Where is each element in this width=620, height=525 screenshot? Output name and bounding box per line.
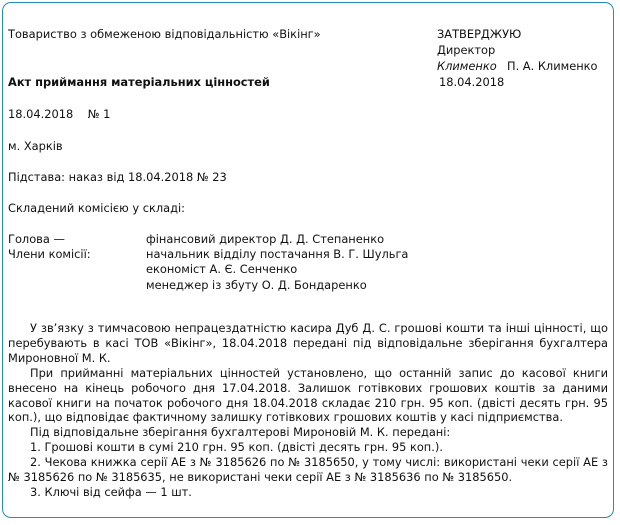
city: м. Харків (8, 139, 63, 153)
chair-name: фінансовий директор Д. Д. Степаненко (146, 232, 385, 246)
basis: Підстава: наказ від 18.04.2018 № 23 (8, 170, 227, 184)
body-paragraph: При прийманні матеріальних цінностей установлено, що останній запис до касової книги внесено на кінець робочого дня 17.04.2018. Залишок готівкових грошових коштів за даними касової книги на початок робочого дня 18.04.2018 складає 210 грн. 95 коп. (двісті десять грн. 95 коп.), що відповідає фактичному залишку готівкових грошових коштів у касі підприємства. (8, 365, 608, 425)
approve-date: 18.04.2018 (439, 75, 505, 89)
member-item: начальник відділу постачання В. Г. Шульга (146, 247, 409, 261)
member-item: економіст А. Є. Сенченко (146, 262, 298, 276)
director-signature: Клименко (437, 59, 497, 73)
approve-position: Директор (437, 43, 496, 57)
approve-label: ЗАТВЕРДЖУЮ (437, 27, 522, 41)
body-paragraph: У зв’язку з тимчасовою непрацездатністю касира Дуб Д. С. грошові кошти та інші цінності, що перебувають в касі ТОВ «Вікінг», 18.04.2018 передані під відповідальне зберігання бухгалтера Мироновної М. К. (8, 321, 608, 365)
document-date-number: 18.04.2018 № 1 (8, 107, 111, 121)
document-title: Акт приймання матеріальних цінностей (8, 75, 270, 89)
list-item: 1. Грошові кошти в сумі 210 грн. 95 коп. (двісті десять грн. 95 коп.). (30, 440, 443, 455)
organization-name: Товариство з обмеженою відповідальністю «Вікінг» (8, 27, 321, 41)
list-item: 2. Чекова книжка серії АЕ з № 3185626 по № 3185650, у тому числі: використані чеки серії АЕ з № 3185626 по № 3185635, не використані чеки серії АЕ з № 3185636 по № 3185650. (8, 455, 608, 485)
commission-intro: Складений комісією у складі: (8, 201, 185, 215)
approve-signature-line (437, 59, 598, 73)
act-body (8, 321, 608, 500)
chair-label: Голова — (8, 232, 65, 246)
members-label: Члени комісії: (8, 247, 91, 261)
body-paragraph: Під відповідальне зберігання бухгалтерові Мироновій М. К. передані: (30, 425, 451, 440)
member-item: менеджер із збуту О. Д. Бондаренко (146, 278, 367, 292)
director-name: П. А. Клименко (507, 59, 598, 73)
list-item: 3. Ключі від сейфа — 1 шт. (30, 484, 192, 499)
